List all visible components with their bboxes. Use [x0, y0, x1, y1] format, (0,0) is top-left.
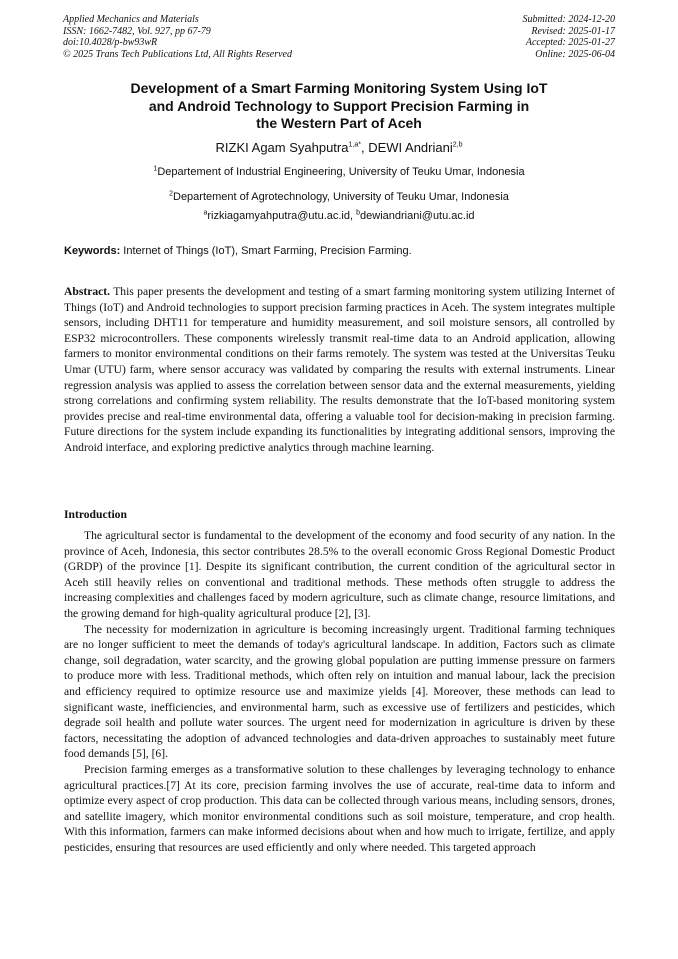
email-address: dewiandriani@utu.ac.id: [360, 210, 475, 222]
author-emails: [40, 209, 638, 223]
journal-copyright: © 2025 Trans Tech Publications Ltd, All Rights Reserved: [63, 48, 292, 60]
email-separator: ,: [349, 210, 357, 222]
revised-date: Revised: 2025-01-17: [531, 25, 615, 37]
keywords: [64, 244, 624, 258]
accepted-date: Accepted: 2025-01-27: [525, 37, 615, 48]
keywords-text: Internet of Things (IoT), Smart Farming, Precision Farming.: [120, 245, 412, 257]
abstract: [64, 284, 615, 456]
email-marker: a: [203, 209, 208, 217]
paper-title: [60, 80, 618, 133]
affiliation-text: Departement of Agrotechnology, University of Teuku Umar, Indonesia: [173, 191, 509, 203]
abstract-text: This paper presents the development and testing of a smart farming monitoring system utilizing Internet of Things (IoT) and Android technologies to support precision farming practices in Aceh. The system integrates multiple sensors, including DHT11 for temperature and humidity measurement, and soil moisture sensors, all controlled by ESP32 microcontrollers. These components wirelessly transmit real-time data to an Android application, allowing farmers to monitor environmental conditions on their farms remotely. The system was tested at the Universitas Teuku Umar (UTU) farm, where sensor accuracy was validated by comparing the results with external instruments. Linear regression analysis was applied to assess the correlation between sensor data and the external measurements, yielding strong correlations and confirming system reliability. The results demonstrate that the IoT-based monitoring system provides precise and real-time environmental data, offering a valuable tool for decision-making in precision farming. Future directions for the system include expanding its functionalities by integrating additional sensors, improving the Android interface, and exploring predictive analytics through machine learning.: [64, 285, 615, 454]
section-heading: Introduction: [64, 508, 127, 521]
abstract-label: Abstract.: [64, 285, 111, 298]
author-affil-marker: 2,b: [452, 141, 463, 149]
author-name: RIZKI Agam Syahputra: [215, 140, 349, 155]
title-line: Development of a Smart Farming Monitoring System Using IoT: [130, 80, 548, 96]
journal-doi: doi:10.4028/p-bw93wR: [63, 37, 158, 48]
submitted-date: Submitted: 2024-12-20: [522, 14, 615, 25]
online-date: Online: 2025-06-04: [535, 48, 615, 60]
author-list: [40, 139, 638, 157]
email-marker: b: [356, 209, 361, 217]
introduction-body: [64, 528, 615, 855]
author-name: DEWI Andriani: [368, 140, 453, 155]
affiliation: [40, 165, 638, 179]
journal-issn: ISSN: 1662-7482, Vol. 927, pp 67-79: [63, 25, 211, 37]
author-affil-marker: 1,a*: [348, 141, 361, 149]
email-address: rizkiagamyahputra@utu.ac.id: [207, 210, 350, 222]
paragraph: The agricultural sector is fundamental to the development of the economy and food security of any nation. In the province of Aceh, Indonesia, this sector contributes 28.5% to the overall economic Gross Regional Domestic Product (GRDP) of the province [1]. Despite its significant contribution, the current condition of the agricultural sector in Aceh still heavily relies on conventional and traditional methods. These methods often struggle to address the increasing complexities and challenges faced by modern agriculture, such as climate change, resource limitations, and the growing demand for high-quality agricultural produce [2], [3].: [64, 529, 615, 620]
keywords-label: Keywords:: [64, 245, 121, 257]
paragraph: The necessity for modernization in agriculture is becoming increasingly urgent. Traditional farming techniques are no longer sufficient to meet the demands of today's agricultural landscape. In addition, Factors such as climate change, soil degradation, water scarcity, and the growing global population are putting immense pressure on farmers to produce more with less. Traditional methods, which often rely on intuition and manual labour, lack the precision and efficiency required to optimize resource use and maximize yields [4]. Moreover, these methods can lead to significant waste, inefficiencies, and environmental harm, such as excessive use of fertilizers and pesticides, which degrade soil health and pollute water sources. The urgent need for modernization in agriculture is driven by these factors, necessitating the adoption of advanced technologies and data-driven approaches to sustainably meet future food demands [5], [6].: [64, 622, 615, 761]
title-line: the Western Part of Aceh: [256, 115, 422, 131]
paragraph: Precision farming emerges as a transformative solution to these challenges by leveraging technology to enhance agricultural practices.[7] At its core, precision farming involves the use of accurate, real-time data to inform and optimize every aspect of crop production. This data can be collected through various means, including sensors, drones, and satellite imagery, which monitor environmental conditions such as soil moisture, temperature, and crop health. With this information, farmers can make informed decisions about when and how much to irrigate, fertilize, and apply pesticides, ensuring that resources are used efficiently and only where needed. This targeted approach: [64, 762, 615, 854]
journal-name: Applied Mechanics and Materials: [63, 14, 199, 25]
journal-info: [63, 14, 292, 60]
author-separator: ,: [360, 140, 369, 155]
affiliation-text: Departement of Industrial Engineering, University of Teuku Umar, Indonesia: [157, 166, 525, 178]
affiliation-marker: 1: [153, 165, 158, 173]
submission-dates: [523, 14, 616, 60]
affiliation: [40, 190, 638, 204]
affiliation-marker: 2: [169, 190, 173, 198]
title-line: and Android Technology to Support Precision Farming in: [148, 97, 530, 114]
